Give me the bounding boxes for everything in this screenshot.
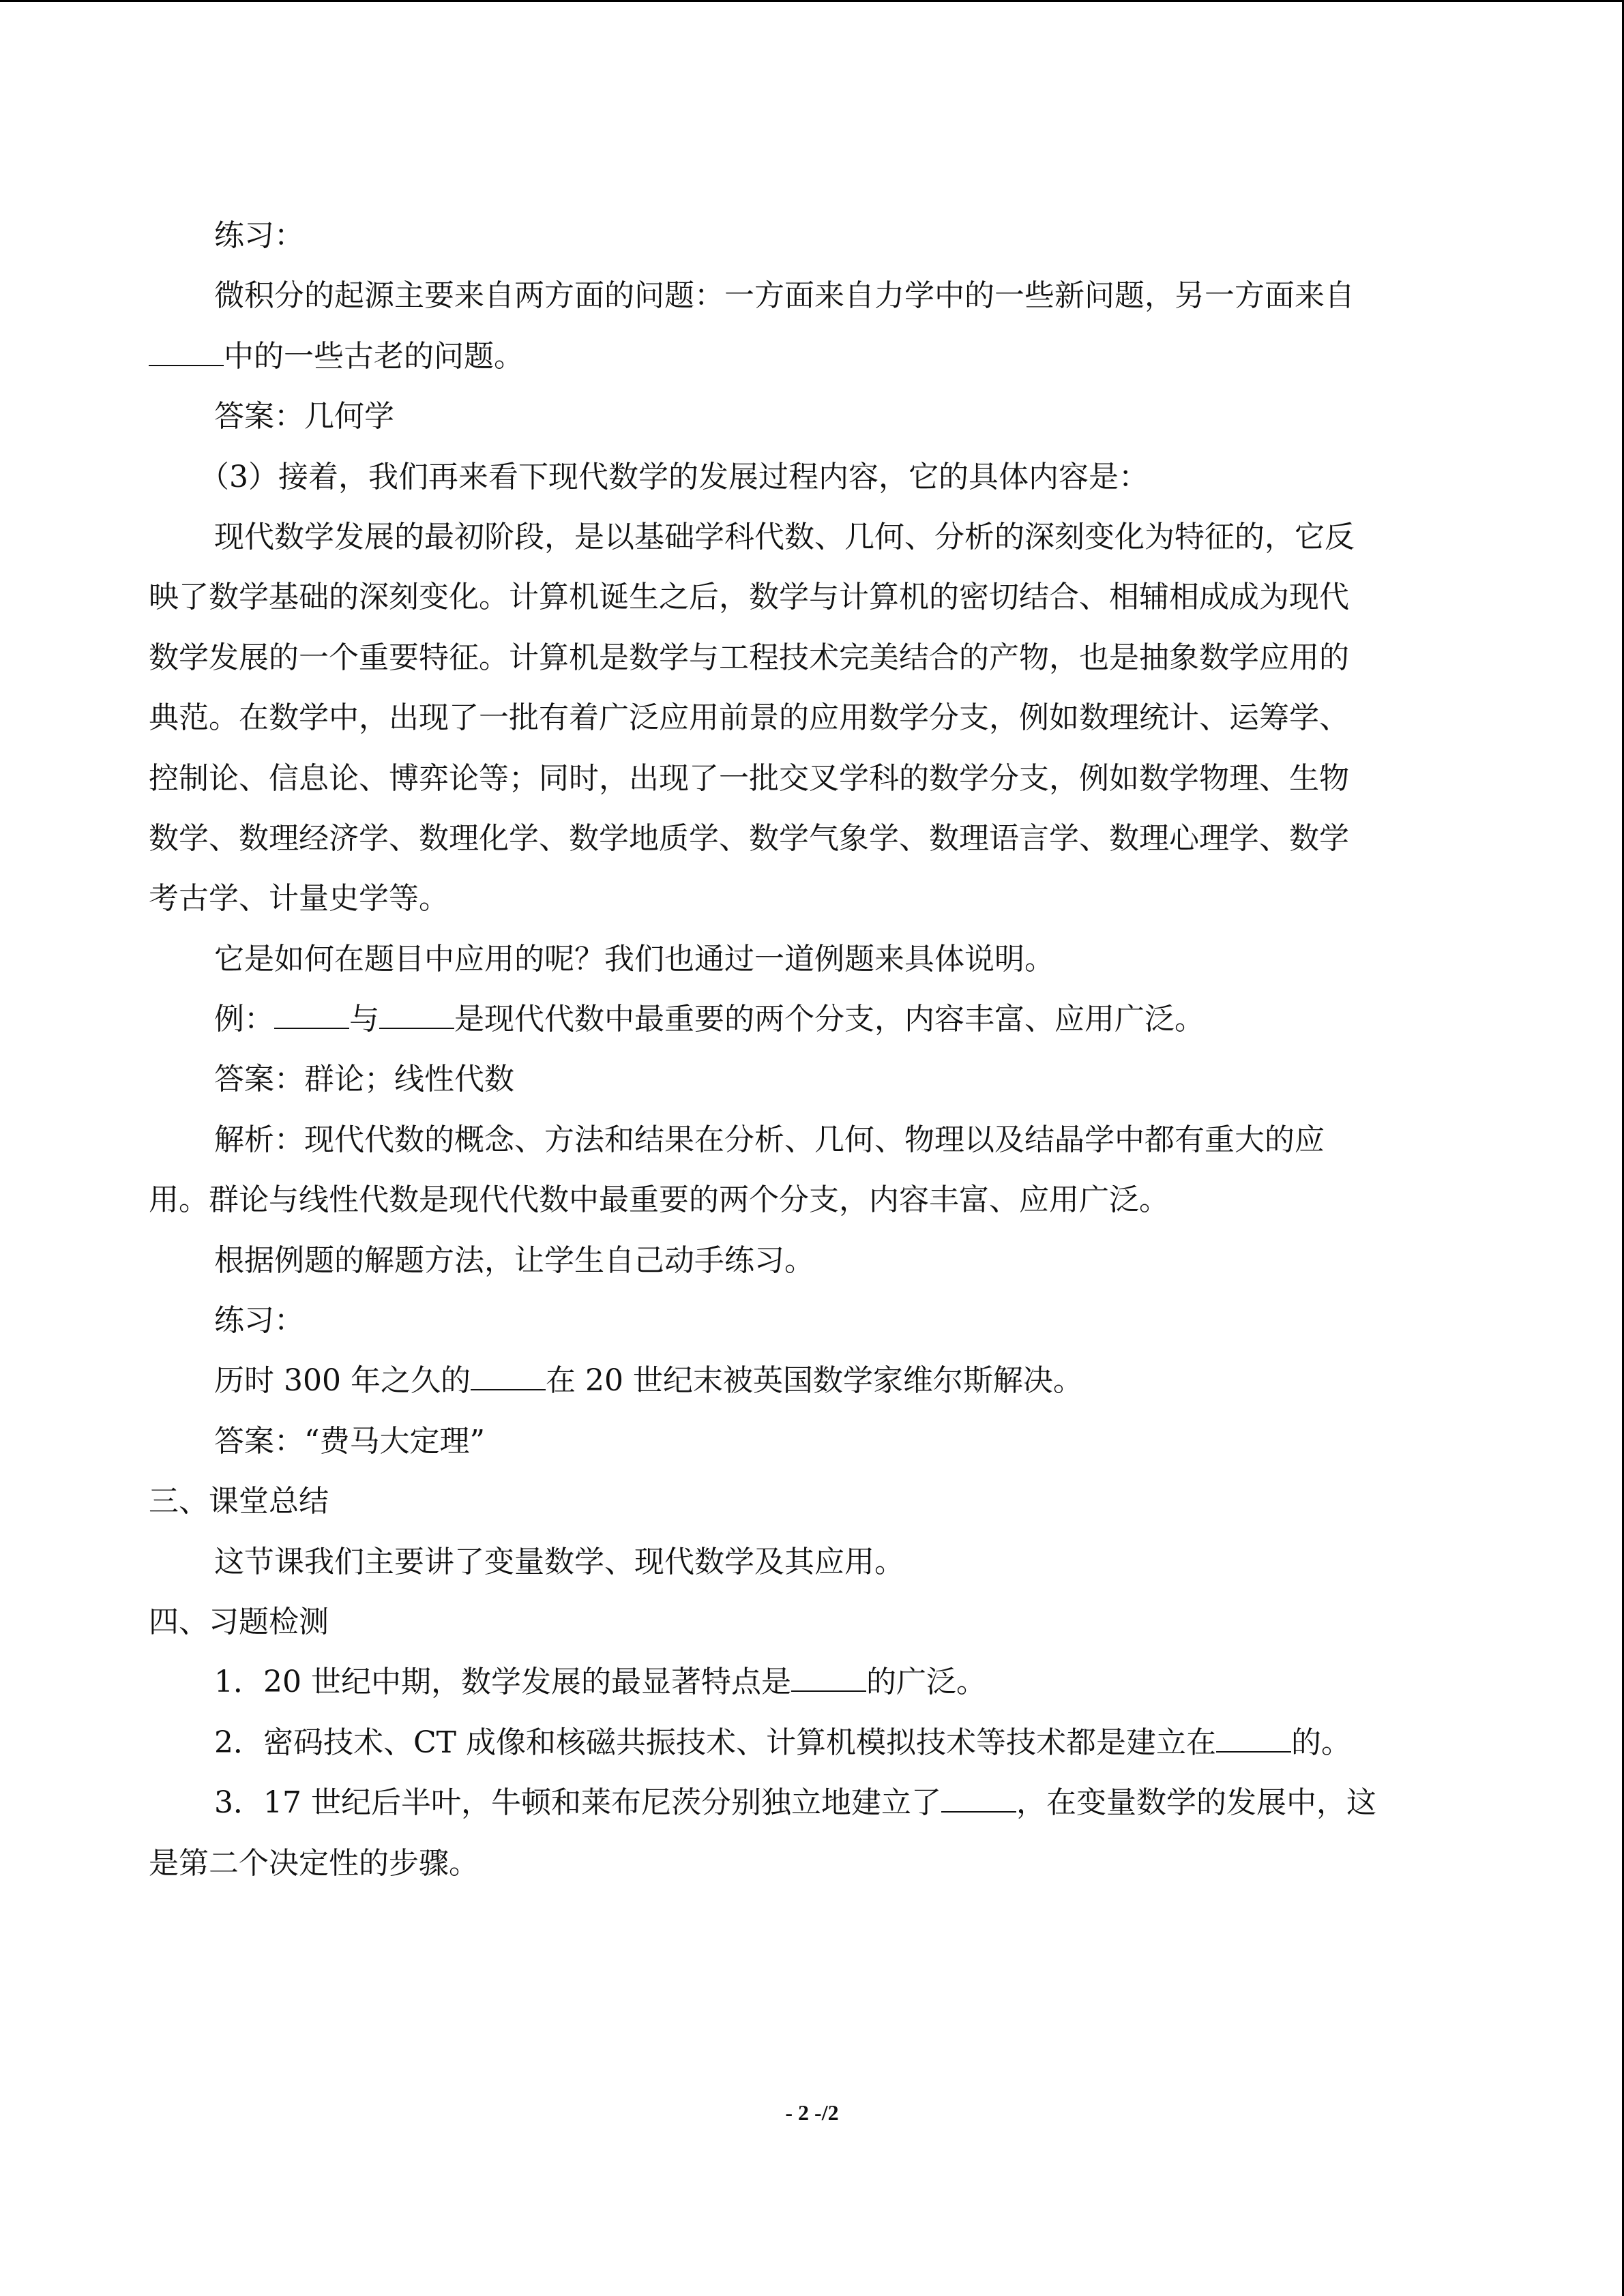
analysis-line-1: 解析：现代代数的概念、方法和结果在分析、几何、物理以及结晶学中都有重大的应: [214, 1122, 1325, 1157]
paragraph-modern-math-line-2: 映了数学基础的深刻变化。计算机诞生之后，数学与计算机的密切结合、相辅相成成为现代: [149, 580, 1349, 615]
fill-blank: [149, 338, 224, 366]
text-span: 1．20 世纪中期，数学发展的最显著特点是: [214, 1665, 791, 1700]
section-heading-summary: 三、课堂总结: [149, 1484, 329, 1519]
text-span: ，在变量数学的发展中，这: [1016, 1785, 1376, 1821]
fill-blank: [941, 1784, 1016, 1813]
exercise-question-3-cont: 是第二个决定性的步骤。: [149, 1845, 479, 1881]
text-span: 中的一些古老的问题。: [224, 338, 524, 374]
exercise-question-1: [149, 1652, 1466, 1712]
paragraph-modern-math-line-6: 数学、数理经济学、数理化学、数学地质学、数学气象学、数理语言学、数理心理学、数学: [149, 820, 1349, 856]
paragraph-calculus-origin: 微积分的起源主要来自两方面的问题：一方面来自力学中的一些新问题，另一方面来自: [214, 278, 1355, 314]
paragraph-modern-math-intro: （3）接着，我们再来看下现代数学的发展过程内容，它的具体内容是：: [199, 459, 1149, 494]
fill-blank: [791, 1663, 866, 1692]
text-span: 历时 300 年之久的: [214, 1363, 471, 1399]
page-top-border: [0, 0, 1624, 2]
paragraph-modern-math-line-4: 典范。在数学中，出现了一批有着广泛应用前景的应用数学分支，例如数理统计、运筹学、: [149, 700, 1349, 736]
practice-question: [149, 1351, 1466, 1411]
text-span: 在 20 世纪末被英国数学家维尔斯解决。: [545, 1363, 1083, 1399]
fill-blank: [274, 1000, 349, 1029]
text-span: 是现代代数中最重要的两个分支，内容丰富、应用广泛。: [454, 1002, 1205, 1037]
exercise-question-3: [149, 1773, 1466, 1833]
page-number: - 2 -/2: [785, 2100, 839, 2125]
answer-3: 答案：“费马大定理”: [214, 1423, 485, 1459]
text-span: 与: [349, 1002, 379, 1037]
analysis-line-2: 用。群论与线性代数是现代代数中最重要的两个分支，内容丰富、应用广泛。: [149, 1182, 1169, 1218]
text-span: 的广泛。: [866, 1665, 986, 1700]
paragraph-modern-math-line-1: 现代数学发展的最初阶段，是以基础学科代数、几何、分析的深刻变化为特征的，它反: [214, 519, 1355, 554]
paragraph-example-intro: 它是如何在题目中应用的呢？我们也通过一道例题来具体说明。: [214, 941, 1054, 976]
exercise-question-2: [149, 1713, 1466, 1773]
document-body: [149, 206, 1466, 1894]
answer-1: 答案：几何学: [214, 399, 394, 434]
paragraph-modern-math-line-5: 控制论、信息论、博弈论等；同时，出现了一批交叉学科的数学分支，例如数学物理、生物: [149, 760, 1349, 796]
fill-blank: [1216, 1724, 1291, 1753]
paragraph-modern-math-line-7: 考古学、计量史学等。: [149, 881, 449, 916]
paragraph-calculus-origin-cont: [149, 327, 1466, 387]
example-question: [149, 989, 1466, 1049]
fill-blank: [471, 1362, 546, 1390]
text-span: 的。: [1291, 1725, 1351, 1760]
practice-label: 练习：: [214, 218, 304, 253]
paragraph-modern-math-line-3: 数学发展的一个重要特征。计算机是数学与工程技术完美结合的产物，也是抽象数学应用的: [149, 640, 1349, 675]
text-span: 2．密码技术、CT 成像和核磁共振技术、计算机模拟技术等技术都是建立在: [214, 1725, 1216, 1760]
section-heading-exercises: 四、习题检测: [149, 1604, 329, 1639]
answer-2: 答案：群论；线性代数: [214, 1062, 514, 1097]
text-span: 例：: [214, 1002, 274, 1037]
summary-text: 这节课我们主要讲了变量数学、现代数学及其应用。: [214, 1544, 904, 1579]
practice-label: 练习：: [214, 1303, 304, 1339]
paragraph-practice-intro: 根据例题的解题方法，让学生自己动手练习。: [214, 1242, 814, 1278]
text-span: 3．17 世纪后半叶，牛顿和莱布尼茨分别独立地建立了: [214, 1785, 941, 1821]
fill-blank: [379, 1000, 454, 1029]
